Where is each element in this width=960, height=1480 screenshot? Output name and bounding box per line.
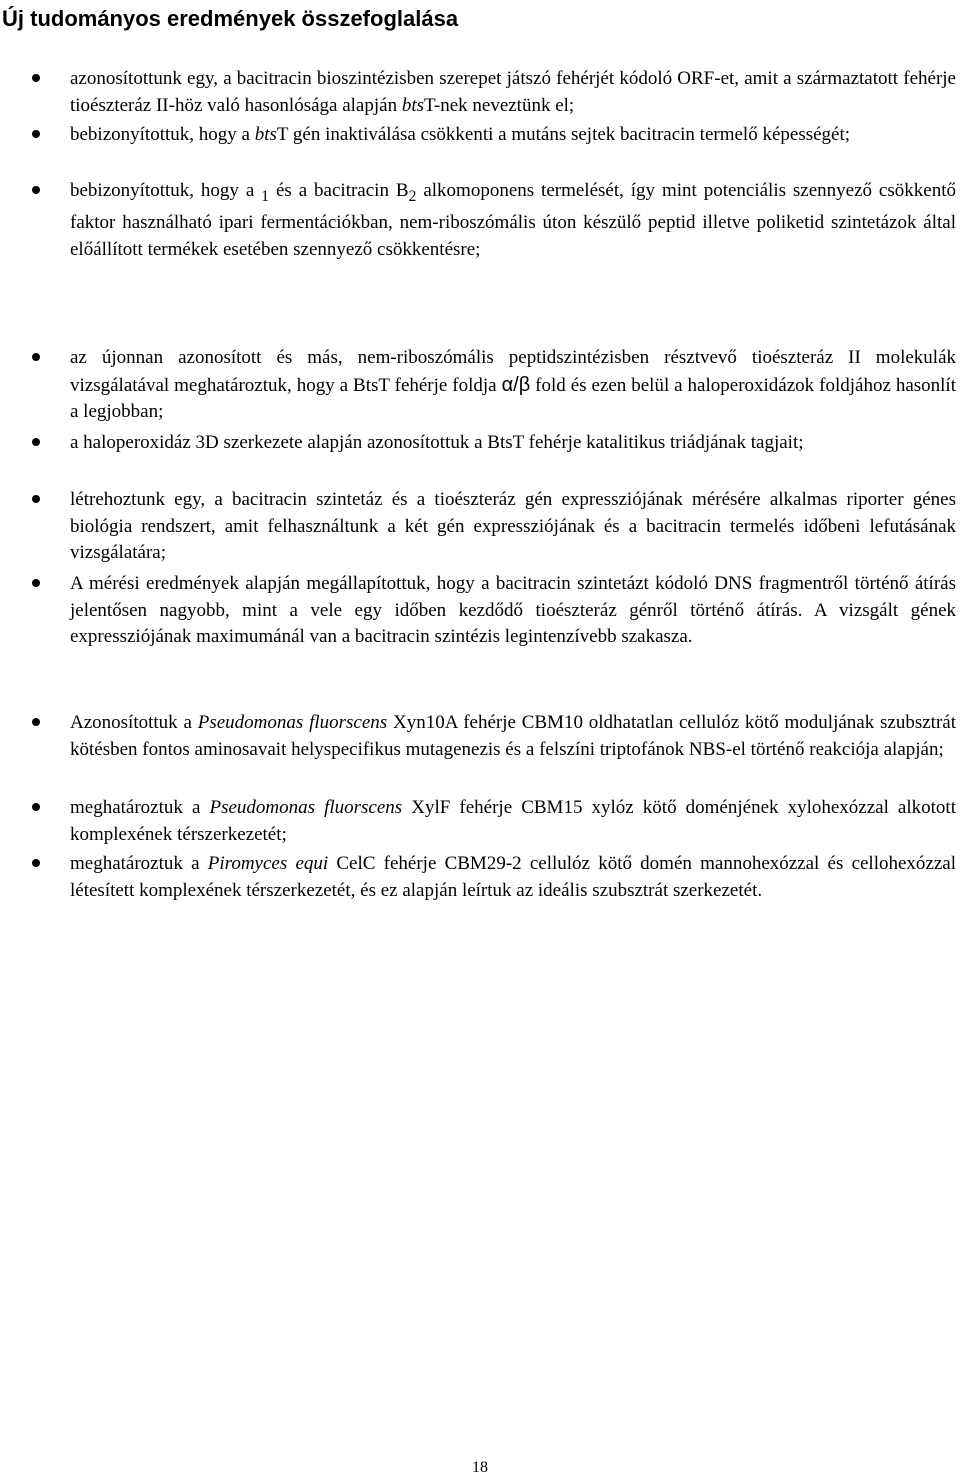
subscript: 1 [261,187,270,205]
list-item [70,66,956,119]
list-item [70,487,956,567]
gene-name: bts [401,94,425,116]
item-text: bebizonyítottuk, hogy a [70,124,255,145]
list-item [70,345,956,426]
item-text: és a bacitracin B [269,180,409,201]
list-item [70,430,956,457]
list-item [70,710,956,763]
bullet-icon [32,718,40,726]
item-text: CelC fehérje CBM29-2 cellulóz kötő domén mannohexózzal és cellohexózzal létesített komplexének térszerkezetét, és ez alapján leírtuk az ideális szubsztrát szerkezetét. [70,853,957,901]
bullet-icon [32,353,40,361]
item-text: XylF fehérje CBM15 xylóz kötő doménjének xylohexózzal alkotott komplexének térszerkezetét; [70,797,956,845]
item-text: Xyn10A fehérje CBM10 oldhatatlan cellulóz kötő moduljának szubsztrát kötésben fontos aminosavait helyspecifikus mutagenezis és a felszíni triptofánok NBS-el történő reakciója alapján; [70,712,957,760]
bullet-icon [32,438,40,446]
item-text: T-nek neveztünk el; [424,94,575,116]
species-name: Pseudomonas fluorscens [209,797,403,818]
item-text: Azonosítottuk a [70,712,198,733]
bullet-icon [32,803,40,811]
item-text: alkomoponens termelését, így mint potenciális szennyező csökkentő faktor használható ipari fermentációkban, nem-riboszómális úton készülő peptid illetve poliketid szintetázok által előállított termékek esetében szennyező csökkentésre; [70,180,956,260]
item-text: A mérési eredmények alapján megállapítottuk, hogy a bacitracin szintetázt kódoló DNS fragmentről történő átírás jelentősen nagyobb, mint a vele egy időben kezdődő tioészteráz génről történő átírás. A vizsgált gének expressziójának maximumánál van a bacitracin szintézis legintenzívebb szakasza. [70,573,956,647]
species-name: Pseudomonas fluorscens [197,712,388,733]
item-text: meghatároztuk a [70,853,208,874]
item-text: T gén inaktiválása csökkenti a mutáns sejtek bacitracin termelő képességét; [276,124,851,145]
item-text: meghatároztuk a [70,797,210,818]
list-item [70,122,956,149]
bullet-icon [32,579,40,587]
page-number: 18 [472,1459,488,1476]
item-text: fold és ezen belül a haloperoxidázok foldjához hasonlít a legjobban; [70,374,956,422]
item-text: a haloperoxidáz 3D szerkezete alapján azonosítottuk a BtsT fehérje katalitikus triádjának tagjait; [70,432,804,453]
bullet-icon [32,495,40,503]
bullet-icon [32,74,40,82]
item-text: az újonnan azonosított és más, nem-riboszómális peptidszintézisben résztvevő tioészteráz II molekulák vizsgálatával meghatároztuk, hogy a BtsT fehérje foldja [70,347,956,396]
item-text: bebizonyítottuk, hogy a [70,180,262,201]
page-title: Új tudományos eredmények összefoglalása [2,6,459,31]
bullet-icon [32,130,40,138]
list-item [70,178,956,263]
item-text: azonosítottunk egy, a bacitracin bioszintézisben szerepet játszó fehérjét kódoló ORF-et, amit a származtatott fehérje tioészteráz II-höz való hasonlósága alapján [70,68,956,116]
gene-name: bts [254,124,277,145]
bullet-icon [32,859,40,867]
item-text: létrehoztunk egy, a bacitracin szintetáz és a tioészteráz gén expressziójának mérésére alkalmas riporter génes biológia rendszert, amit felhasználtunk a két gén expressziójának és a bacitracin termelés időbeni lefutásának vizsgálatára; [70,489,956,563]
list-item [70,571,956,651]
species-name: Piromyces equi [207,853,329,874]
list-item [70,795,956,848]
greek-symbol: α/β [501,373,531,396]
bullet-icon [32,186,40,194]
subscript: 2 [408,187,417,205]
list-item [70,851,956,904]
